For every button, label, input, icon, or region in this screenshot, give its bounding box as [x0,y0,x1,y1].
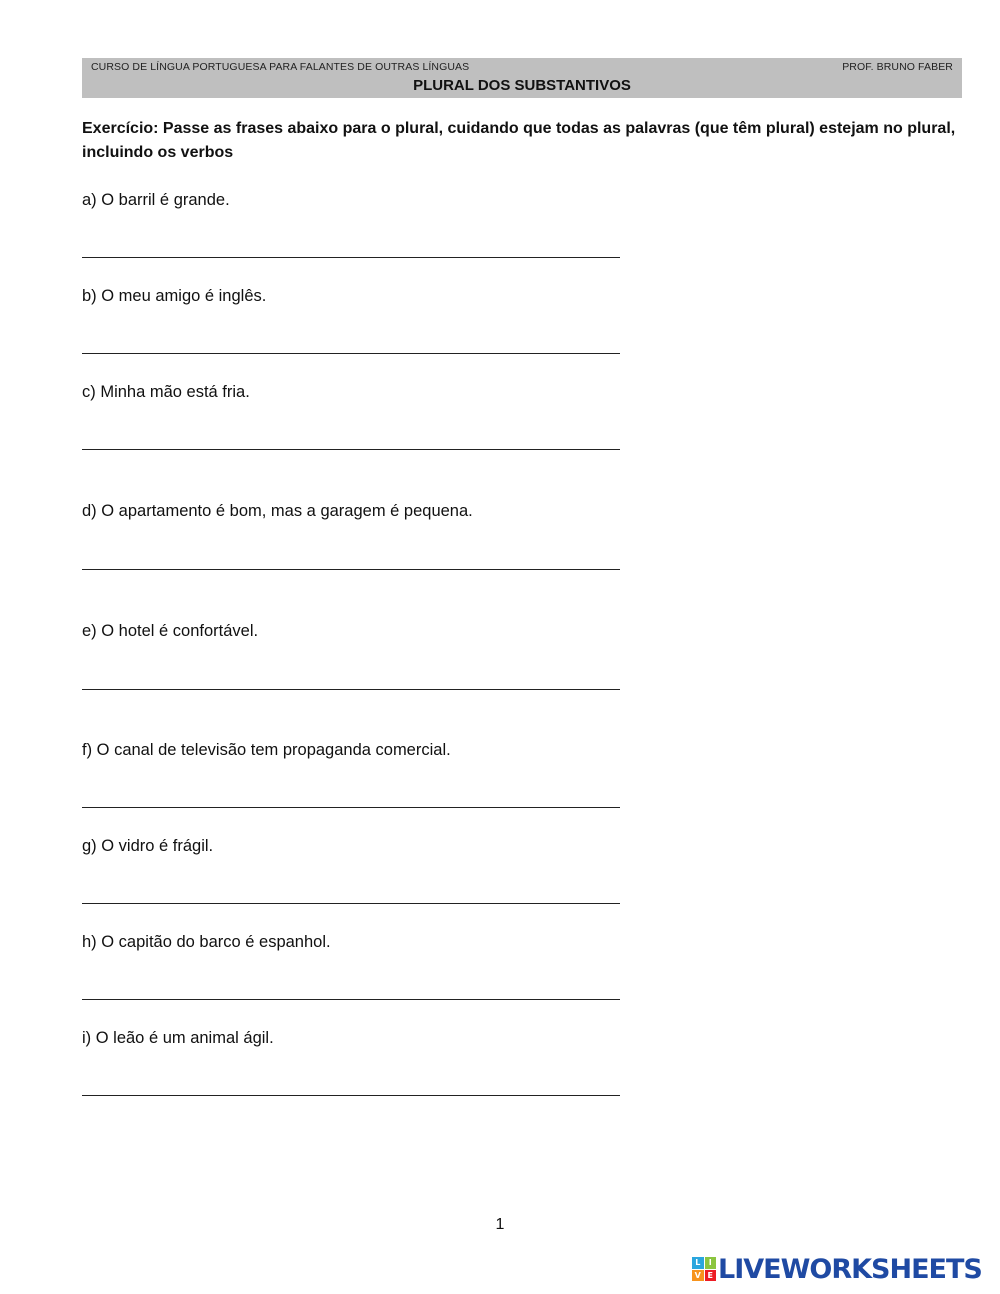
answer-line-b[interactable] [82,353,620,354]
question-d: d) O apartamento é bom, mas a garagem é pequena. [82,502,473,520]
question-e: e) O hotel é confortável. [82,622,259,640]
logo-mark-letter: V [692,1270,704,1282]
answer-line-d[interactable] [82,569,620,570]
page-header [82,58,962,98]
answer-line-h[interactable] [82,999,620,1000]
answer-line-a[interactable] [82,257,620,258]
question-c: c) Minha mão está fria. [82,383,250,401]
question-i: i) O leão é um animal ágil. [82,1029,274,1047]
question-b: b) O meu amigo é inglês. [82,287,267,305]
liveworksheets-logo[interactable] [692,1254,982,1284]
answer-line-i[interactable] [82,1095,620,1096]
teacher-name: PROF. BRUNO FABER [842,61,953,73]
logo-text: LIVEWORKSHEETS [718,1253,982,1285]
question-g: g) O vidro é frágil. [82,837,214,855]
question-h: h) O capitão do barco é espanhol. [82,933,331,951]
page-number: 1 [495,1216,505,1233]
liveworksheets-icon [692,1257,716,1281]
question-f: f) O canal de televisão tem propaganda comercial. [82,741,451,759]
answer-line-c[interactable] [82,449,620,450]
answer-line-g[interactable] [82,903,620,904]
answer-line-f[interactable] [82,807,620,808]
logo-mark-letter: I [705,1257,717,1269]
logo-mark-letter: L [692,1257,704,1269]
question-a: a) O barril é grande. [82,191,230,209]
page-title: PLURAL DOS SUBSTANTIVOS [413,77,631,94]
course-name: CURSO DE LÍNGUA PORTUGUESA PARA FALANTES DE OUTRAS LÍNGUAS [91,61,470,73]
logo-mark-letter: E [705,1270,717,1282]
exercise-instruction: Exercício: Passe as frases abaixo para o plural, cuidando que todas as palavras (que têm plural) estejam no plural, incluindo os verbos [82,120,956,161]
answer-line-e[interactable] [82,689,620,690]
